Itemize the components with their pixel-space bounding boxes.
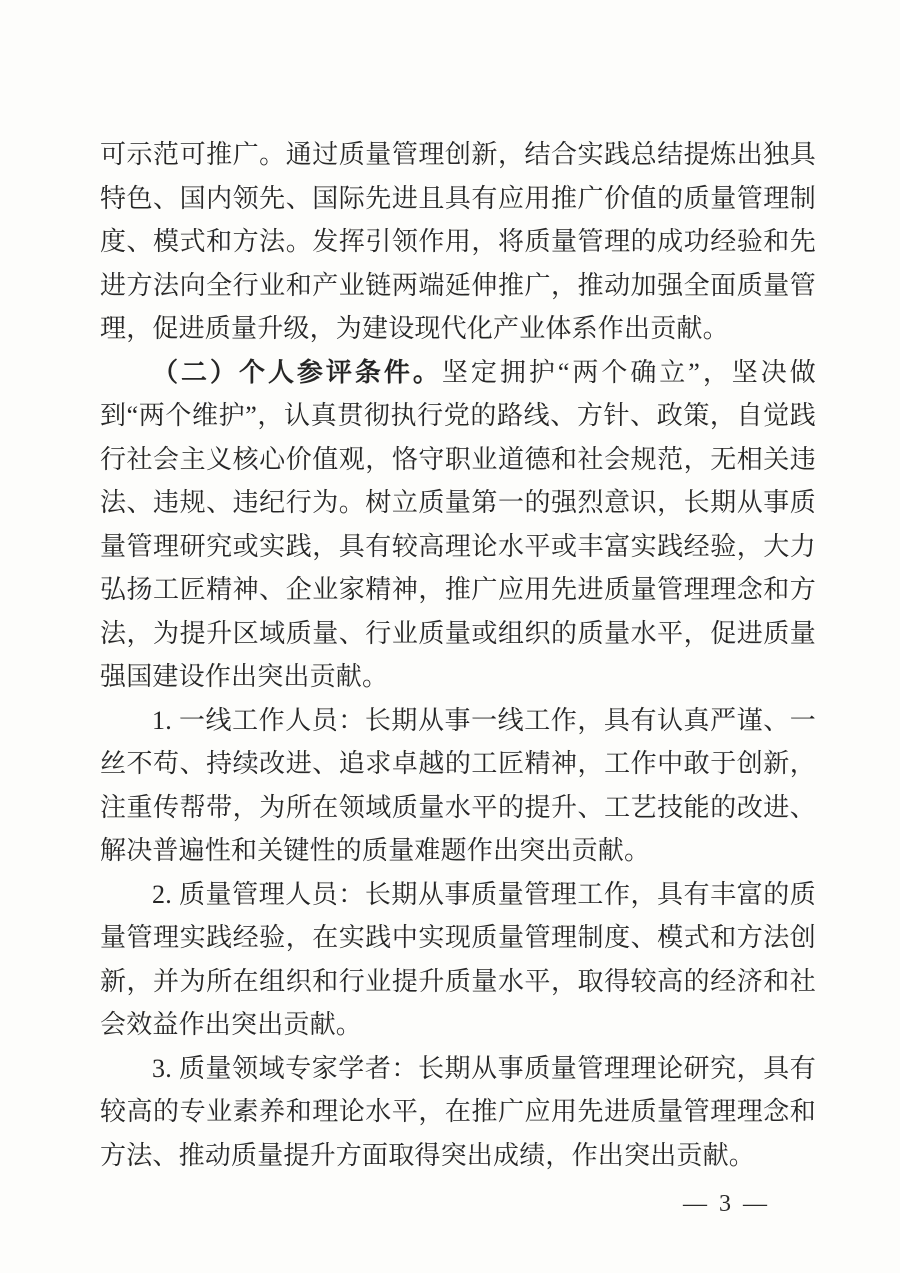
list-item-3 (100, 1047, 816, 1178)
paragraph-text: 可示范可推广。通过质量管理创新，结合实践总结提炼出独具特色、国内领先、国际先进且具有应用推广价值的质量管理制度、模式和方法。发挥引领作用，将质量管理的成功经验和先进方法向全行业和产业链两端延伸推广，推动加强全面质量管理，促进质量升级，为建设现代化产业体系作出贡献。 (100, 140, 816, 343)
list-item-2 (100, 873, 816, 1047)
page-number: — 3 — (683, 1191, 770, 1217)
paragraph-text: 1. 一线工作人员：长期从事一线工作，具有认真严谨、一丝不苟、持续改进、追求卓越的工匠精神，工作中敢于创新，注重传帮带，为所在领域质量水平的提升、工艺技能的改进、解决普遍性和关键性的质量难题作出突出贡献。 (100, 705, 816, 865)
paragraph-text: 3. 质量领域专家学者：长期从事质量管理理论研究，具有较高的专业素养和理论水平，在推广应用先进质量管理理念和方法、推动质量提升方面取得突出成绩，作出突出贡献。 (100, 1053, 816, 1170)
paragraph-continuation (100, 133, 816, 351)
paragraph-section-2 (100, 351, 816, 699)
paragraph-text: 2. 质量管理人员：长期从事质量管理工作，具有丰富的质量管理实践经验，在实践中实现质量管理制度、模式和方法创新，并为所在组织和行业提升质量水平，取得较高的经济和社会效益作出突出贡献。 (100, 879, 816, 1039)
section-heading: （二）个人参评条件。 (152, 357, 442, 387)
list-item-1 (100, 699, 816, 873)
paragraph-text: 坚定拥护“两个确立”，坚决做到“两个维护”，认真贯彻执行党的路线、方针、政策，自觉践行社会主义核心价值观，恪守职业道德和社会规范，无相关违法、违规、违纪行为。树立质量第一的强烈意识，长期从事质量管理研究或实践，具有较高理论水平或丰富实践经验，大力弘扬工匠精神、企业家精神，推广应用先进质量管理理念和方法，为提升区域质量、行业质量或组织的质量水平，促进质量强国建设作出突出贡献。 (100, 357, 816, 691)
